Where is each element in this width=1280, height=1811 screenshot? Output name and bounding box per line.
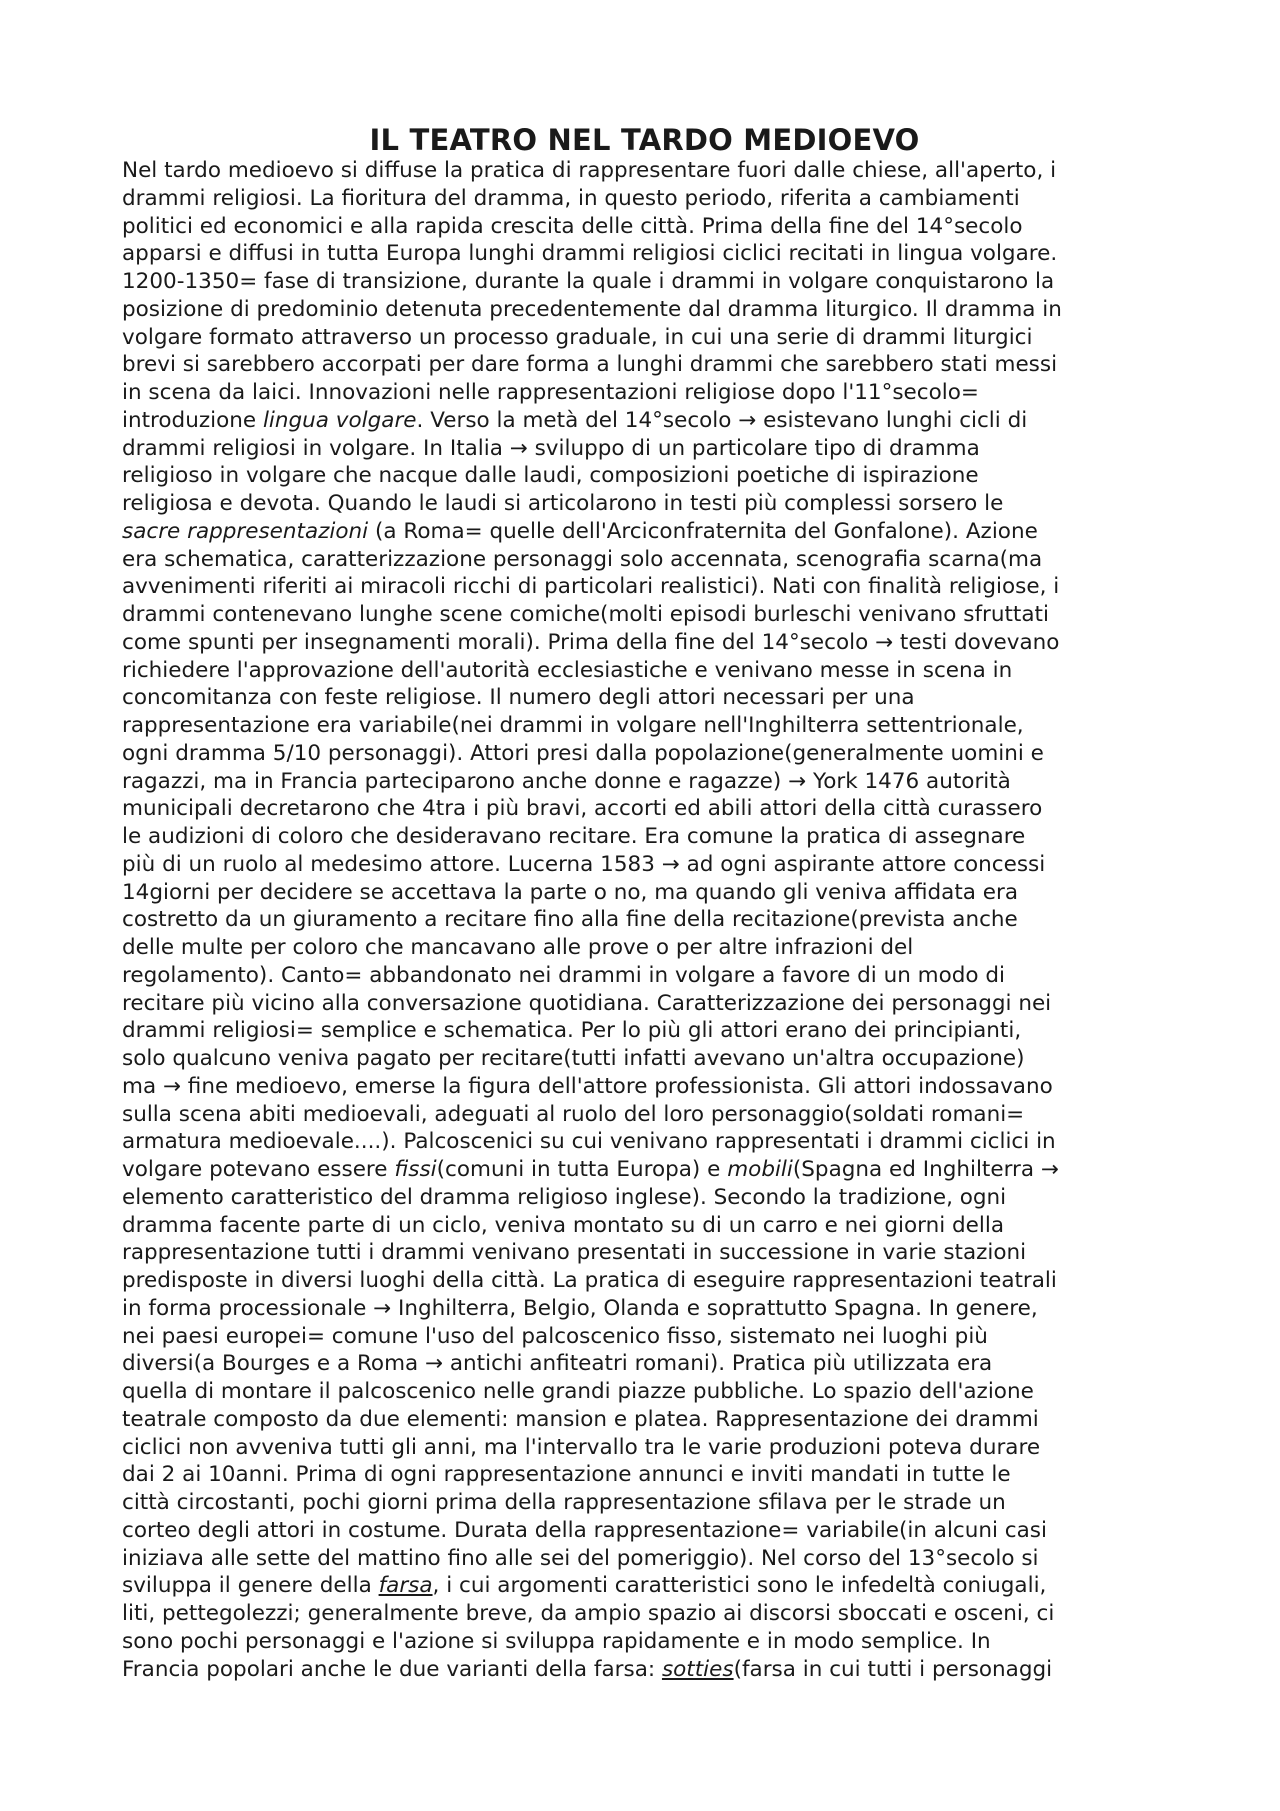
- document-title: IL TEATRO NEL TARDO MEDIOEVO: [369, 123, 920, 157]
- text-segment: (Spagna ed Inghilterra →: [792, 1157, 1059, 1182]
- text-segment: (farsa in cui tutti i personaggi: [733, 1656, 1053, 1682]
- text-segment: volgare potevano essere: [122, 1157, 395, 1182]
- text-segment: (a Roma= quelle dell'Arciconfraternita del Gonfalone). Azione: [368, 518, 1038, 544]
- document-body: [122, 157, 1167, 1683]
- text-segment: drammi contenevano lunghe scene comiche(molti episodi burleschi venivano sfruttati: [122, 602, 1049, 627]
- text-line: [122, 1406, 1167, 1434]
- text-line: [122, 1628, 1167, 1656]
- text-segment: avvenimenti riferiti ai miracoli ricchi di particolari realistici). Nati con finalità religiose, i: [122, 574, 1060, 600]
- text-segment: città circostanti, pochi giorni prima della rappresentazione sfilava per le strade un: [122, 1490, 1006, 1515]
- text-segment: politici ed economici e alla rapida crescita delle città. Prima della fine del 14°secolo: [122, 213, 1023, 239]
- text-line: [122, 1156, 1167, 1184]
- text-line: [122, 1350, 1167, 1378]
- document-page: [122, 124, 1167, 1683]
- text-line: [122, 573, 1167, 601]
- text-segment: liti, pettegolezzi; generalmente breve, da ampio spazio ai discorsi sboccati e osceni, ci: [122, 1601, 1055, 1626]
- text-line: [122, 240, 1167, 268]
- text-segment: armatura medioevale....). Palcoscenici su cui venivano rappresentati i drammi ciclici in: [122, 1129, 1056, 1155]
- text-segment: in scena da laici. Innovazioni nelle rappresentazioni religiose dopo l'11°secolo=: [122, 380, 979, 405]
- text-line: [122, 962, 1167, 990]
- text-line: [122, 351, 1167, 379]
- text-line: [122, 684, 1167, 712]
- text-segment: volgare formato attraverso un processo graduale, in cui una serie di drammi liturgici: [122, 324, 1033, 350]
- text-line: [122, 435, 1167, 463]
- text-line: [122, 657, 1167, 685]
- text-segment: diversi(a Bourges e a Roma → antichi anfiteatri romani). Pratica più utilizzata era: [122, 1351, 993, 1377]
- text-segment: recitare più vicino alla conversazione quotidiana. Caratterizzazione dei personaggi nei: [122, 990, 1052, 1016]
- text-segment: . Verso la metà del 14°secolo → esistevano lunghi cicli di: [416, 407, 1028, 433]
- text-segment: predisposte in diversi luoghi della città. La pratica di eseguire rappresentazioni teatrali: [122, 1268, 1057, 1293]
- text-line: [122, 601, 1167, 629]
- text-segment: drammi religiosi= semplice e schematica. Per lo più gli attori erano dei principianti,: [122, 1018, 1022, 1044]
- text-line: [122, 1101, 1167, 1129]
- underlined-term: farsa: [378, 1573, 433, 1599]
- text-segment: ogni dramma 5/10 personaggi). Attori presi dalla popolazione(generalmente uomini e: [122, 740, 1044, 766]
- text-segment: corteo degli attori in costume. Durata della rappresentazione= variabile(in alcuni casi: [122, 1517, 1047, 1543]
- text-line: [122, 1323, 1167, 1351]
- text-segment: era schematica, caratterizzazione personaggi solo accennata, scenografia scarna(ma: [122, 546, 1043, 572]
- text-line: [122, 934, 1167, 962]
- text-segment: Francia popolari anche le due varianti della farsa:: [122, 1656, 662, 1682]
- text-line: [122, 1489, 1167, 1517]
- text-line: [122, 1434, 1167, 1462]
- text-line: [122, 1600, 1167, 1628]
- text-line: [122, 629, 1167, 657]
- text-segment: drammi religiosi in volgare. In Italia → sviluppo di un particolare tipo di dramma: [122, 435, 980, 461]
- text-line: [122, 1128, 1167, 1156]
- text-line: [122, 1073, 1167, 1101]
- text-line: [122, 1656, 1167, 1684]
- text-line: [122, 157, 1167, 185]
- text-line: [122, 1461, 1167, 1489]
- text-segment: brevi si sarebbero accorpati per dare forma a lunghi drammi che sarebbero stati messi: [122, 352, 1058, 378]
- text-line: [122, 795, 1167, 823]
- text-segment: Nel tardo medioevo si diffuse la pratica di rappresentare fuori dalle chiese, all'aperto, i: [122, 158, 1057, 183]
- text-segment: 14giorni per decidere se accettava la parte o no, ma quando gli veniva affidata era: [122, 879, 1019, 905]
- text-line: [122, 1572, 1167, 1600]
- text-line: [122, 1239, 1167, 1267]
- text-segment: ragazzi, ma in Francia parteciparono anche donne e ragazze) → York 1476 autorità: [122, 768, 1011, 794]
- text-line: [122, 851, 1167, 879]
- text-line: [122, 990, 1167, 1018]
- text-segment: municipali decretarono che 4tra i più bravi, accorti ed abili attori della città curassero: [122, 796, 1043, 822]
- italic-term: mobili: [727, 1157, 793, 1182]
- text-line: [122, 712, 1167, 740]
- text-line: [122, 1295, 1167, 1323]
- text-segment: nei paesi europei= comune l'uso del palcoscenico fisso, sistemato nei luoghi più: [122, 1323, 988, 1349]
- text-segment: , i cui argomenti caratteristici sono le infedeltà coniugali,: [432, 1573, 1047, 1599]
- text-segment: le audizioni di coloro che desideravano recitare. Era comune la pratica di assegnare: [122, 824, 1026, 849]
- text-segment: concomitanza con feste religiose. Il numero degli attori necessari per una: [122, 685, 915, 711]
- text-segment: teatrale composto da due elementi: mansion e platea. Rappresentazione dei drammi: [122, 1406, 1039, 1432]
- text-segment: dai 2 ai 10anni. Prima di ogni rappresentazione annunci e inviti mandati in tutte le: [122, 1462, 1011, 1488]
- text-line: [122, 1212, 1167, 1240]
- text-segment: posizione di predominio detenuta precedentemente dal dramma liturgico. Il dramma in: [122, 296, 1062, 322]
- text-line: [122, 1267, 1167, 1295]
- text-segment: religioso in volgare che nacque dalle laudi, composizioni poetiche di ispirazione: [122, 463, 979, 489]
- text-line: [122, 546, 1167, 574]
- text-line: [122, 185, 1167, 213]
- text-segment: dramma facente parte di un ciclo, veniva montato su di un carro e nei giorni della: [122, 1212, 1005, 1238]
- text-line: [122, 1017, 1167, 1045]
- text-line: [122, 407, 1167, 435]
- text-line: [122, 213, 1167, 241]
- text-line: [122, 768, 1167, 796]
- text-segment: rappresentazione era variabile(nei drammi in volgare nell'Inghilterra settentrionale,: [122, 713, 1024, 738]
- text-segment: in forma processionale → Inghilterra, Belgio, Olanda e soprattutto Spagna. In genere,: [122, 1295, 1038, 1321]
- text-segment: costretto da un giuramento a recitare fino alla fine della recitazione(prevista anche: [122, 907, 1018, 933]
- text-line: [122, 879, 1167, 907]
- text-segment: quella di montare il palcoscenico nelle grandi piazze pubbliche. Lo spazio dell'azione: [122, 1379, 1034, 1404]
- text-segment: regolamento). Canto= abbandonato nei drammi in volgare a favore di un modo di: [122, 962, 1006, 988]
- text-segment: più di un ruolo al medesimo attore. Lucerna 1583 → ad ogni aspirante attore concessi: [122, 851, 1046, 877]
- text-line: [122, 906, 1167, 934]
- text-line: [122, 324, 1167, 352]
- text-line: [122, 1378, 1167, 1406]
- text-segment: solo qualcuno veniva pagato per recitare(tutti infatti avevano un'altra occupazione): [122, 1046, 1025, 1071]
- text-segment: sono pochi personaggi e l'azione si sviluppa rapidamente e in modo semplice. In: [122, 1628, 991, 1654]
- text-segment: iniziava alle sette del mattino fino alle sei del pomeriggio). Nel corso del 13°secolo si: [122, 1545, 1039, 1571]
- text-line: [122, 1045, 1167, 1073]
- text-segment: rappresentazione tutti i drammi venivano presentati in successione in varie stazioni: [122, 1240, 1027, 1266]
- text-line: [122, 268, 1167, 296]
- text-line: [122, 462, 1167, 490]
- text-line: [122, 1545, 1167, 1573]
- text-segment: delle multe per coloro che mancavano alle prove o per altre infrazioni del: [122, 935, 914, 960]
- underlined-term: sotties: [661, 1656, 734, 1682]
- text-segment: elemento caratteristico del dramma religioso inglese). Secondo la tradizione, ogni: [122, 1184, 1007, 1210]
- italic-term: fissi: [394, 1157, 437, 1182]
- text-segment: ciclici non avveniva tutti gli anni, ma l'intervallo tra le varie produzioni poteva durare: [122, 1434, 1041, 1460]
- text-segment: 1200-1350= fase di transizione, durante la quale i drammi in volgare conquistarono la: [122, 269, 1055, 294]
- text-segment: ma → fine medioevo, emerse la figura dell'attore professionista. Gli attori indossavano: [122, 1073, 1053, 1099]
- text-line: [122, 296, 1167, 324]
- text-segment: richiedere l'approvazione dell'autorità ecclesiastiche e venivano messe in scena in: [122, 657, 1013, 683]
- italic-term: sacre rappresentazioni: [122, 518, 369, 544]
- text-line: [122, 1184, 1167, 1212]
- text-segment: drammi religiosi. La fioritura del dramma, in questo periodo, riferita a cambiamenti: [122, 185, 1020, 211]
- text-segment: religiosa e devota. Quando le laudi si articolarono in testi più complessi sorsero le: [122, 491, 1004, 516]
- text-segment: sulla scena abiti medioevali, adeguati al ruolo del loro personaggio(soldati romani=: [122, 1101, 1025, 1127]
- text-line: [122, 1517, 1167, 1545]
- text-segment: introduzione: [122, 407, 263, 433]
- text-line: [122, 823, 1167, 851]
- text-line: [122, 490, 1167, 518]
- text-segment: (comuni in tutta Europa) e: [436, 1157, 728, 1182]
- text-segment: come spunti per insegnamenti morali). Prima della fine del 14°secolo → testi dovevano: [122, 629, 1060, 655]
- text-line: [122, 740, 1167, 768]
- text-line: [122, 379, 1167, 407]
- text-segment: sviluppa il genere della: [122, 1573, 379, 1599]
- text-segment: apparsi e diffusi in tutta Europa lunghi drammi religiosi ciclici recitati in lingua volgare.: [122, 241, 1058, 267]
- text-line: [122, 518, 1167, 546]
- italic-term: lingua volgare: [262, 407, 417, 433]
